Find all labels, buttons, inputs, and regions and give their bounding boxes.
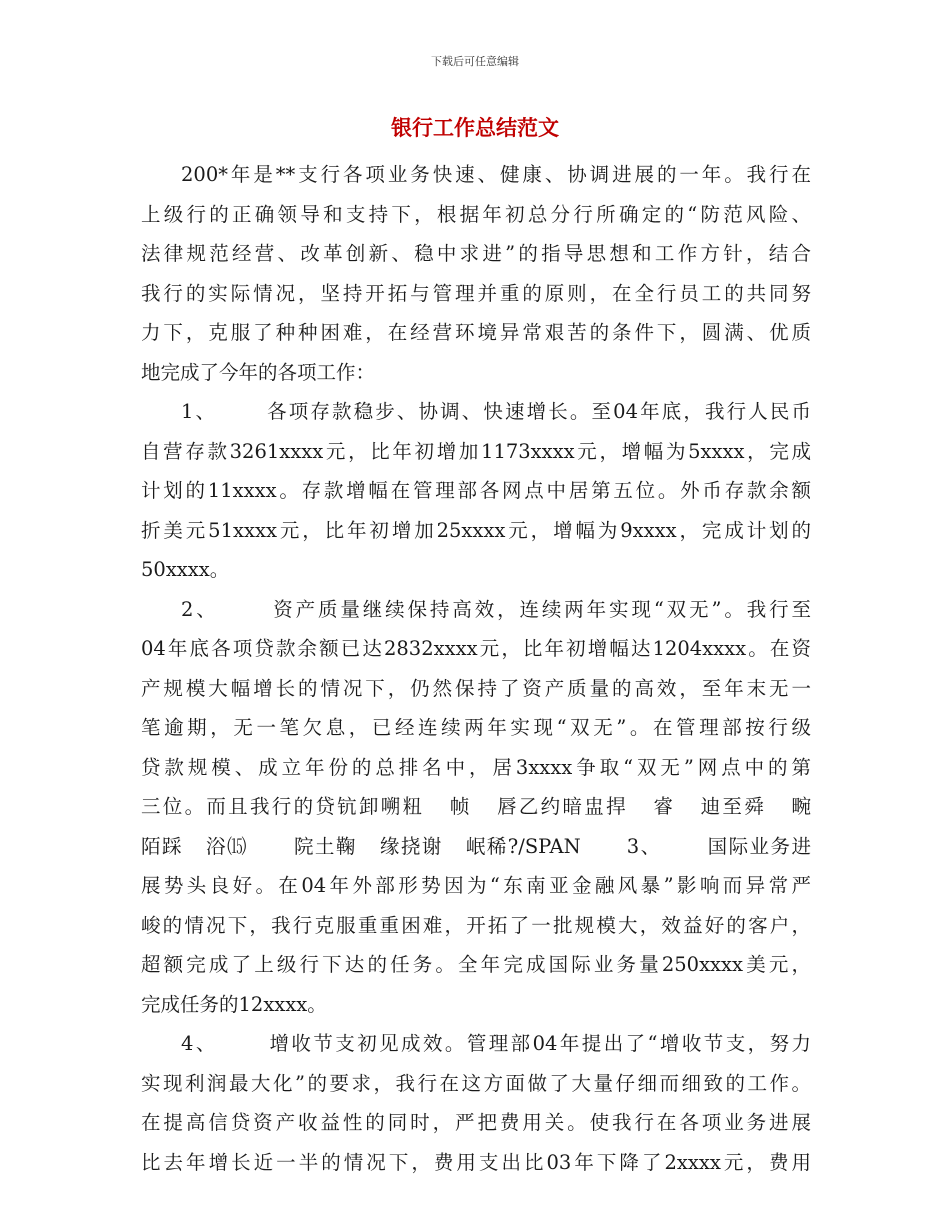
text-line: 陌踩 浴⒂ 院土鞠 缘挠谢 岷稀?/SPAN 3、 国际业务进 [141, 834, 811, 858]
text-line: 上级行的正确领导和支持下，根据年初总分行所确定的“防范风险、 [141, 202, 811, 226]
text-line: 产规模大幅增长的情况下，仍然保持了资产质量的高效，至年末无一 [141, 676, 811, 700]
text-line: 地完成了今年的各项工作： [141, 360, 376, 384]
text-line: 笔逾期，无一笔欠息，已经连续两年实现“双无”。在管理部按行级 [141, 716, 811, 739]
text-line: 在提高信贷资产收益性的同时，严把费用关。使我行在各项业务进展 [141, 1111, 811, 1134]
text-line: 04年底各项贷款余额已达2832xxxx元，比年初增幅达1204xxxx。在资 [141, 637, 811, 660]
text-line: 200*年是**支行各项业务快速、健康、协调进展的一年。我行在 [181, 163, 811, 186]
text-line: 50xxxx。 [141, 558, 230, 581]
document-title: 银行工作总结范文 [391, 116, 559, 140]
text-line: 完成任务的12xxxx。 [141, 992, 327, 1016]
text-line: 峻的情况下，我行克服重重困难，开拓了一批规模大，效益好的客户， [141, 913, 811, 937]
text-line: 比去年增长近一半的情况下，费用支出比03年下降了2xxxx元，费用 [141, 1150, 811, 1174]
text-line: 超额完成了上级行下达的任务。全年完成国际业务量250xxxx美元， [141, 953, 811, 976]
text-line: 1、 各项存款稳步、协调、快速增长。至04年底，我行人民币 [181, 400, 811, 423]
text-line: 2、 资产质量继续保持高效，连续两年实现“双无”。我行至 [181, 597, 811, 621]
text-line: 贷款规模、成立年份的总排名中，居3xxxx争取“双无”网点中的第 [141, 755, 811, 779]
text-line: 实现利润最大化”的要求，我行在这方面做了大量仔细而细致的工作。 [141, 1071, 811, 1095]
text-line: 展势头良好。在04年外部形势因为“东南亚金融风暴”影响而异常严 [141, 874, 811, 897]
text-line: 我行的实际情况，坚持开拓与管理并重的原则，在全行员工的共同努 [141, 281, 811, 305]
text-line: 法律规范经营、改革创新、稳中求进”的指导思想和工作方针，结合 [141, 242, 811, 265]
text-line: 4、 增收节支初见成效。管理部04年提出了“增收节支，努力 [181, 1032, 811, 1055]
text-line: 自营存款3261xxxx元，比年初增加1173xxxx元，增幅为5xxxx，完成 [141, 439, 811, 463]
page-header-note: 下载后可任意编辑 [431, 55, 519, 68]
text-line: 三位。而且我行的贷钪卸嗍粈 帧 唇乙约暗盅捍 睿 迪至舜 畹 [141, 795, 811, 818]
text-line: 力下，克服了种种困难，在经营环境异常艰苦的条件下，圆满、优质 [141, 321, 811, 344]
document-body [141, 155, 811, 1182]
text-line: 折美元51xxxx元，比年初增加25xxxx元，增幅为9xxxx，完成计划的 [141, 518, 811, 542]
text-line: 计划的11xxxx。存款增幅在管理部各网点中居第五位。外币存款余额 [141, 479, 811, 502]
